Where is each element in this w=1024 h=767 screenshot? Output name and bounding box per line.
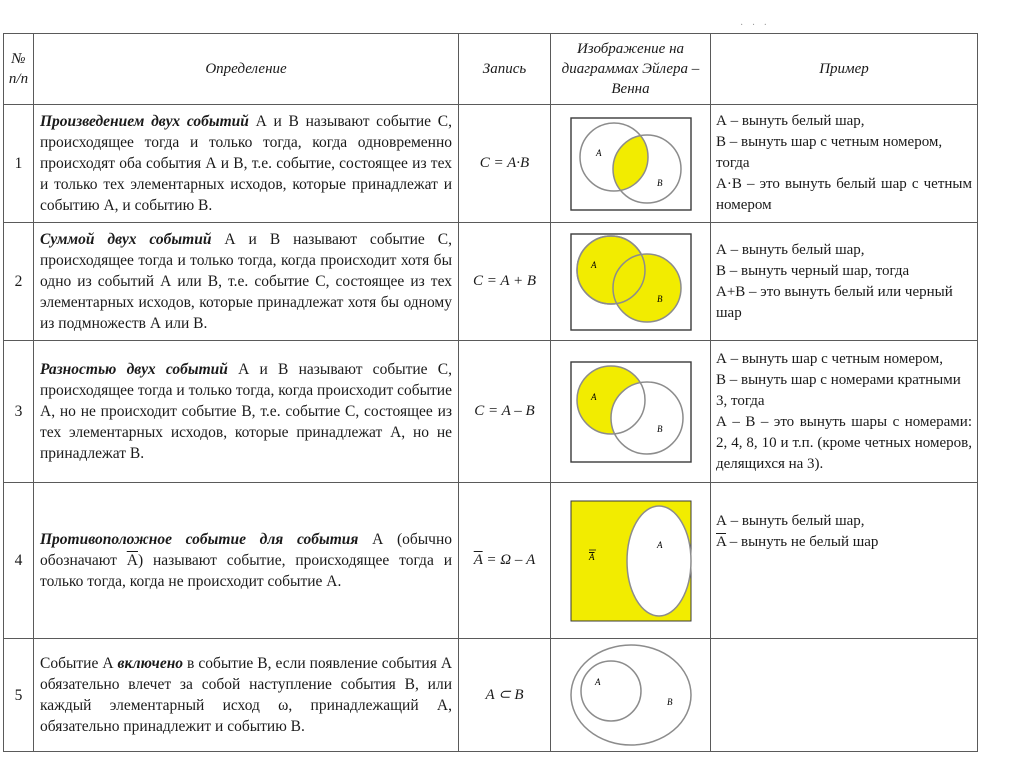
definition-text: А и В называют событие С, происходящее тогда и только тогда, когда одновременно происходят оба события А и В, т.е. событие, состоящее из тех и только тех элементарных исходов, которые принадлежат и событию А, и событию В. xyxy=(40,113,452,214)
venn-inclusion-diagram xyxy=(569,643,693,747)
example-text: – вынуть не белый шар xyxy=(726,534,879,550)
venn-diagram-cell xyxy=(551,639,711,752)
definition-term: Разностью двух событий xyxy=(40,361,228,378)
header-num: № п/п xyxy=(4,34,34,105)
header-diagram: Изображение на диаграммах Эйлера – Венна xyxy=(551,34,711,105)
label-b: B xyxy=(656,423,662,434)
definition-cell xyxy=(34,483,459,639)
complement-symbol: $\overline{A}$ xyxy=(716,534,727,550)
ellipse-b xyxy=(571,645,691,745)
example-line: А+В – это вынуть белый или черный шар xyxy=(716,283,953,321)
record-cell: C = A + B xyxy=(459,223,551,341)
label-a: A xyxy=(594,677,600,687)
example-cell xyxy=(711,223,978,341)
example-cell xyxy=(711,105,978,223)
example-line: В – вынуть черный шар, тогда xyxy=(716,262,910,279)
row-number: 1 xyxy=(4,105,34,223)
label-b: B xyxy=(666,697,672,707)
example-cell xyxy=(711,639,978,752)
events-table xyxy=(3,33,978,752)
label-b: B xyxy=(656,177,662,188)
table-row xyxy=(4,105,978,223)
complement-symbol: $\overline{A}$ xyxy=(473,552,483,568)
header-record: Запись xyxy=(459,34,551,105)
venn-intersection-diagram xyxy=(569,114,693,214)
definition-text: в событие В, если появление события А обязательно влечет за собой наступление события В, или каждый элементарный исход ω, принадлежащий А, обязательно принадлежит и событию В. xyxy=(40,655,453,735)
circle-b xyxy=(613,254,681,322)
complement-symbol: $\overline{A}$ xyxy=(126,552,138,569)
row-number: 5 xyxy=(4,639,34,752)
definition-cell xyxy=(34,223,459,341)
row-number: 2 xyxy=(4,223,34,341)
example-line: А – В – это вынуть шары с номерами: 2, 4, 8, 10 и т.п. (кроме четных номеров, делящихся на 3). xyxy=(716,413,972,472)
definition-term: Произведением двух событий xyxy=(40,113,249,130)
record-cell: C = A·B xyxy=(459,105,551,223)
table-row xyxy=(4,639,978,752)
definition-text: Событие А xyxy=(40,655,118,672)
record-cell: A ⊂ B xyxy=(459,639,551,752)
venn-diagram-cell xyxy=(551,105,711,223)
example-line: В – вынуть шар с четным номером, тогда xyxy=(716,134,943,171)
example-line: А – вынуть белый шар, xyxy=(716,113,865,129)
definition-cell xyxy=(34,105,459,223)
definition-term: включено xyxy=(117,655,184,672)
definition-term: Суммой двух событий xyxy=(40,231,212,248)
record-cell: C = A – B xyxy=(459,341,551,483)
header-example: Пример xyxy=(711,34,978,105)
label-a: A xyxy=(656,539,662,550)
table-row xyxy=(4,223,978,341)
definition-text: А и В называют событие С, происходящее тогда и только тогда, когда происходит событие А, но не происходит событие В, т.е. событие С, состоящее из тех элементарных исходов, которые принадлежат А, но не принадлежат В. xyxy=(40,361,452,462)
venn-diagram-cell xyxy=(551,483,711,639)
header-definition: Определение xyxy=(34,34,459,105)
definition-text: А (обычно обозначают xyxy=(40,531,452,569)
venn-difference-diagram xyxy=(569,358,693,466)
table-row xyxy=(4,483,978,639)
header-marks: · · · xyxy=(740,20,770,31)
example-line: А – вынуть белый шар, xyxy=(716,513,865,529)
label-b: B xyxy=(656,293,662,304)
header-row xyxy=(4,34,978,105)
example-line: А·В – это вынуть белый шар с четным номером xyxy=(716,176,972,213)
record-text: = Ω – A xyxy=(482,552,536,568)
label-abar: A xyxy=(588,551,594,562)
definition-text: ) называют событие, происходящее тогда и только тогда, когда не происходит событие А. xyxy=(40,552,452,590)
definition-cell xyxy=(34,639,459,752)
definition-cell xyxy=(34,341,459,483)
venn-diagram-cell xyxy=(551,223,711,341)
example-line: А – вынуть белый шар, xyxy=(716,241,865,258)
record-cell xyxy=(459,483,551,639)
venn-union-diagram xyxy=(569,230,693,334)
label-a: A xyxy=(595,147,601,158)
row-number: 3 xyxy=(4,341,34,483)
example-cell xyxy=(711,483,978,639)
row-number: 4 xyxy=(4,483,34,639)
example-line: В – вынуть шар с номерами кратными 3, тогда xyxy=(716,371,961,409)
example-line: А – вынуть шар с четным номером, xyxy=(716,350,943,367)
example-cell xyxy=(711,341,978,483)
venn-complement-diagram xyxy=(569,498,693,624)
example-line xyxy=(716,532,972,553)
table-row xyxy=(4,341,978,483)
definition-term: Противоположное событие для события xyxy=(40,531,359,548)
circle-a xyxy=(581,661,641,721)
definition-text: А и В называют событие С, происходящее тогда и только тогда, когда происходит хотя бы одно из событий А или В, т.е. событие С, состоящее из тех элементарных исходов, которые принадлежат хотя бы одному из подмножеств А или В. xyxy=(40,231,452,332)
label-a: A xyxy=(590,391,596,402)
venn-diagram-cell xyxy=(551,341,711,483)
label-a: A xyxy=(590,259,596,270)
ellipse-a xyxy=(627,506,691,616)
